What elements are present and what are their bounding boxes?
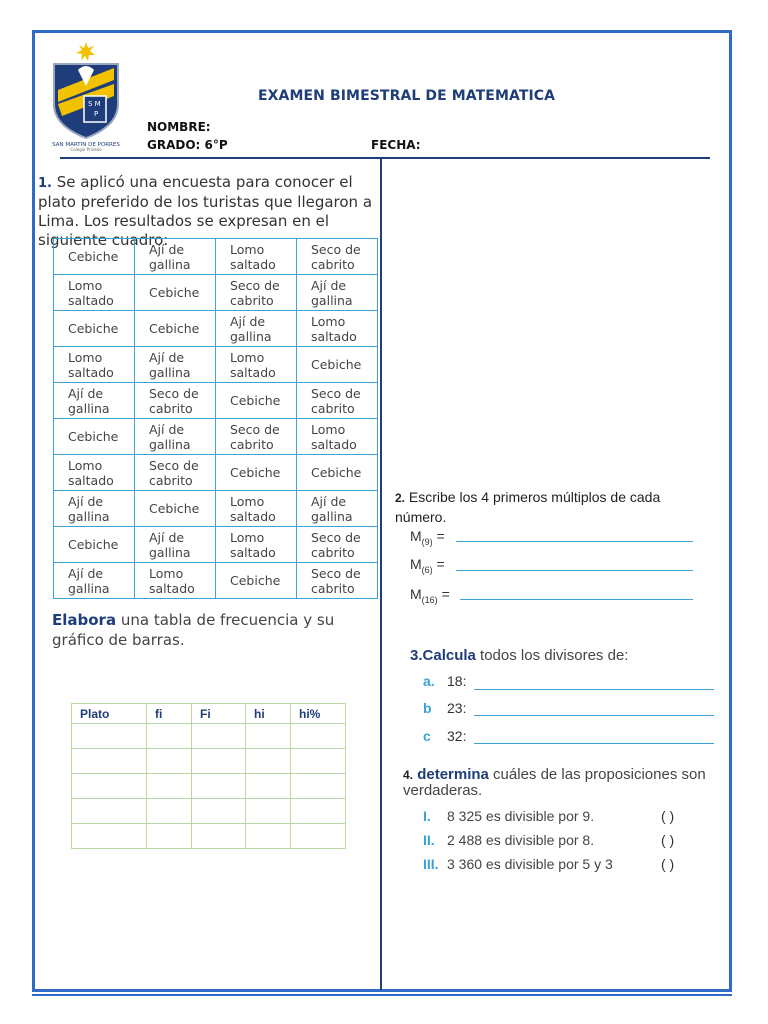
frequency-cell[interactable] [291, 724, 346, 749]
survey-cell: Lomo saltado [216, 527, 297, 563]
frequency-row [72, 724, 346, 749]
frequency-cell[interactable] [72, 799, 147, 824]
survey-cell: Cebiche [54, 239, 135, 275]
frequency-cell[interactable] [147, 724, 192, 749]
survey-cell: Seco de cabrito [135, 383, 216, 419]
frequency-row [72, 799, 346, 824]
exam-title: EXAMEN BIMESTRAL DE MATEMATICA [258, 88, 556, 104]
survey-cell: Lomo saltado [297, 311, 378, 347]
page-frame-bottom-rule [32, 994, 732, 996]
question-2-text [395, 488, 715, 527]
survey-cell: Lomo saltado [135, 563, 216, 599]
survey-row [54, 527, 378, 563]
frequency-cell[interactable] [147, 799, 192, 824]
survey-row [54, 491, 378, 527]
divisor-row-a: a. 18: [423, 673, 467, 689]
survey-table [53, 238, 378, 599]
survey-cell: Lomo saltado [216, 491, 297, 527]
survey-cell: Ají de gallina [54, 563, 135, 599]
frequency-header-cell: hi% [291, 704, 346, 724]
grado-label: GRADO: 6°P [147, 138, 228, 152]
frequency-cell[interactable] [72, 774, 147, 799]
survey-cell: Ají de gallina [135, 347, 216, 383]
survey-cell: Seco de cabrito [297, 383, 378, 419]
nombre-label: NOMBRE: [147, 120, 211, 134]
frequency-table [71, 703, 346, 849]
elabora-lead: Elabora [52, 611, 117, 629]
survey-cell: Cebiche [54, 419, 135, 455]
answer-box-3[interactable]: ( ) [661, 856, 675, 872]
survey-cell: Lomo saltado [54, 455, 135, 491]
frequency-cell[interactable] [147, 749, 192, 774]
school-subtitle: Colegio Privado [70, 147, 102, 152]
svg-text:P: P [94, 110, 99, 118]
multiple-row-16: $M_{(16)}$ = [410, 586, 450, 605]
frequency-cell[interactable] [246, 724, 291, 749]
survey-row [54, 275, 378, 311]
frequency-cell[interactable] [246, 749, 291, 774]
answer-line-m9[interactable] [456, 541, 693, 542]
survey-cell: Lomo saltado [216, 347, 297, 383]
survey-cell: Ají de gallina [135, 419, 216, 455]
answer-box-2[interactable]: ( ) [661, 832, 675, 848]
frequency-cell[interactable] [246, 774, 291, 799]
survey-row [54, 239, 378, 275]
school-crest-logo [48, 40, 124, 152]
proposition-1: I. 8 325 es divisible por 9. [423, 808, 595, 824]
answer-line-32[interactable] [474, 743, 714, 744]
frequency-cell[interactable] [291, 749, 346, 774]
survey-cell: Seco de cabrito [297, 527, 378, 563]
frequency-row [72, 749, 346, 774]
answer-line-18[interactable] [474, 689, 714, 690]
frequency-cell[interactable] [147, 824, 192, 849]
frequency-cell[interactable] [72, 749, 147, 774]
survey-cell: Cebiche [297, 347, 378, 383]
survey-cell: Lomo saltado [297, 419, 378, 455]
survey-cell: Lomo saltado [216, 239, 297, 275]
frequency-cell[interactable] [192, 824, 246, 849]
question-3-number: 3. [410, 647, 423, 664]
survey-cell: Ají de gallina [54, 383, 135, 419]
frequency-cell[interactable] [291, 774, 346, 799]
survey-cell: Ají de gallina [297, 491, 378, 527]
answer-line-23[interactable] [474, 715, 714, 716]
frequency-cell[interactable] [72, 824, 147, 849]
question-4-lead: determina [417, 766, 489, 783]
survey-cell: Ají de gallina [54, 491, 135, 527]
survey-cell: Cebiche [135, 275, 216, 311]
survey-cell: Cebiche [54, 311, 135, 347]
column-divider [380, 158, 382, 990]
frequency-header-cell: fi [147, 704, 192, 724]
school-name: SAN MARTIN DE PORRES [52, 142, 120, 148]
frequency-cell[interactable] [72, 724, 147, 749]
survey-row [54, 419, 378, 455]
answer-line-m6[interactable] [456, 570, 693, 571]
frequency-cell[interactable] [192, 749, 246, 774]
survey-cell: Cebiche [135, 491, 216, 527]
question-4-statement: cuáles de las proposiciones son verdaderas. [403, 766, 706, 799]
survey-cell: Ají de gallina [135, 239, 216, 275]
frequency-cell[interactable] [246, 799, 291, 824]
multiple-row-9: $M_{(9)}$ = [410, 528, 445, 547]
survey-cell: Seco de cabrito [216, 275, 297, 311]
survey-cell: Cebiche [297, 455, 378, 491]
frequency-cell[interactable] [291, 824, 346, 849]
frequency-header-cell: Plato [72, 704, 147, 724]
survey-cell: Lomo saltado [54, 347, 135, 383]
frequency-cell[interactable] [192, 724, 246, 749]
survey-cell: Seco de cabrito [297, 239, 378, 275]
survey-row [54, 383, 378, 419]
survey-cell: Cebiche [54, 527, 135, 563]
survey-cell: Lomo saltado [54, 275, 135, 311]
elabora-instruction [52, 610, 384, 650]
question-3-lead: Calcula [422, 647, 476, 664]
elabora-rest: una tabla de frecuencia y su gráfico de barras. [52, 611, 335, 649]
survey-cell: Seco de cabrito [135, 455, 216, 491]
question-2-number: 2. [395, 491, 406, 505]
survey-cell: Cebiche [216, 455, 297, 491]
survey-cell: Ají de gallina [297, 275, 378, 311]
survey-cell: Seco de cabrito [297, 563, 378, 599]
question-1-statement: Se aplicó una encuesta para conocer el plato preferido de los turistas que llegaron a Lima. Los resultados se expresan en el siguiente cuadro: [38, 173, 373, 249]
survey-cell: Ají de gallina [135, 527, 216, 563]
survey-cell: Cebiche [135, 311, 216, 347]
frequency-row [72, 774, 346, 799]
answer-line-m16[interactable] [460, 599, 693, 600]
frequency-row [72, 824, 346, 849]
header-rule [60, 157, 710, 159]
survey-row [54, 563, 378, 599]
survey-row [54, 311, 378, 347]
question-4-number: 4. [403, 768, 414, 782]
question-1-number: 1. [38, 176, 52, 191]
fecha-label: FECHA: [371, 138, 421, 152]
survey-cell: Cebiche [216, 383, 297, 419]
survey-cell: Seco de cabrito [216, 419, 297, 455]
survey-row [54, 347, 378, 383]
frequency-cell[interactable] [246, 824, 291, 849]
survey-row [54, 455, 378, 491]
frequency-cell[interactable] [192, 774, 246, 799]
proposition-2: II. 2 488 es divisible por 8. [423, 832, 595, 848]
frequency-cell[interactable] [192, 799, 246, 824]
question-2-statement: Escribe los 4 primeros múltiplos de cada número. [395, 489, 661, 525]
divisor-row-c: c 32: [423, 728, 467, 744]
frequency-cell[interactable] [147, 774, 192, 799]
question-3-statement: todos los divisores de: [475, 647, 629, 664]
crest-letters: S M [88, 100, 101, 108]
multiple-row-6: $M_{(6)}$ = [410, 556, 445, 575]
answer-box-1[interactable]: ( ) [661, 808, 675, 824]
question-4-text [403, 767, 713, 798]
question-3-text [410, 647, 628, 664]
divisor-row-b: b 23: [423, 700, 467, 716]
frequency-header-cell: Fi [192, 704, 246, 724]
survey-cell: Cebiche [216, 563, 297, 599]
proposition-3: III. 3 360 es divisible por 5 y 3 [423, 856, 613, 872]
survey-cell: Ají de gallina [216, 311, 297, 347]
frequency-header-cell: hi [246, 704, 291, 724]
frequency-cell[interactable] [291, 799, 346, 824]
